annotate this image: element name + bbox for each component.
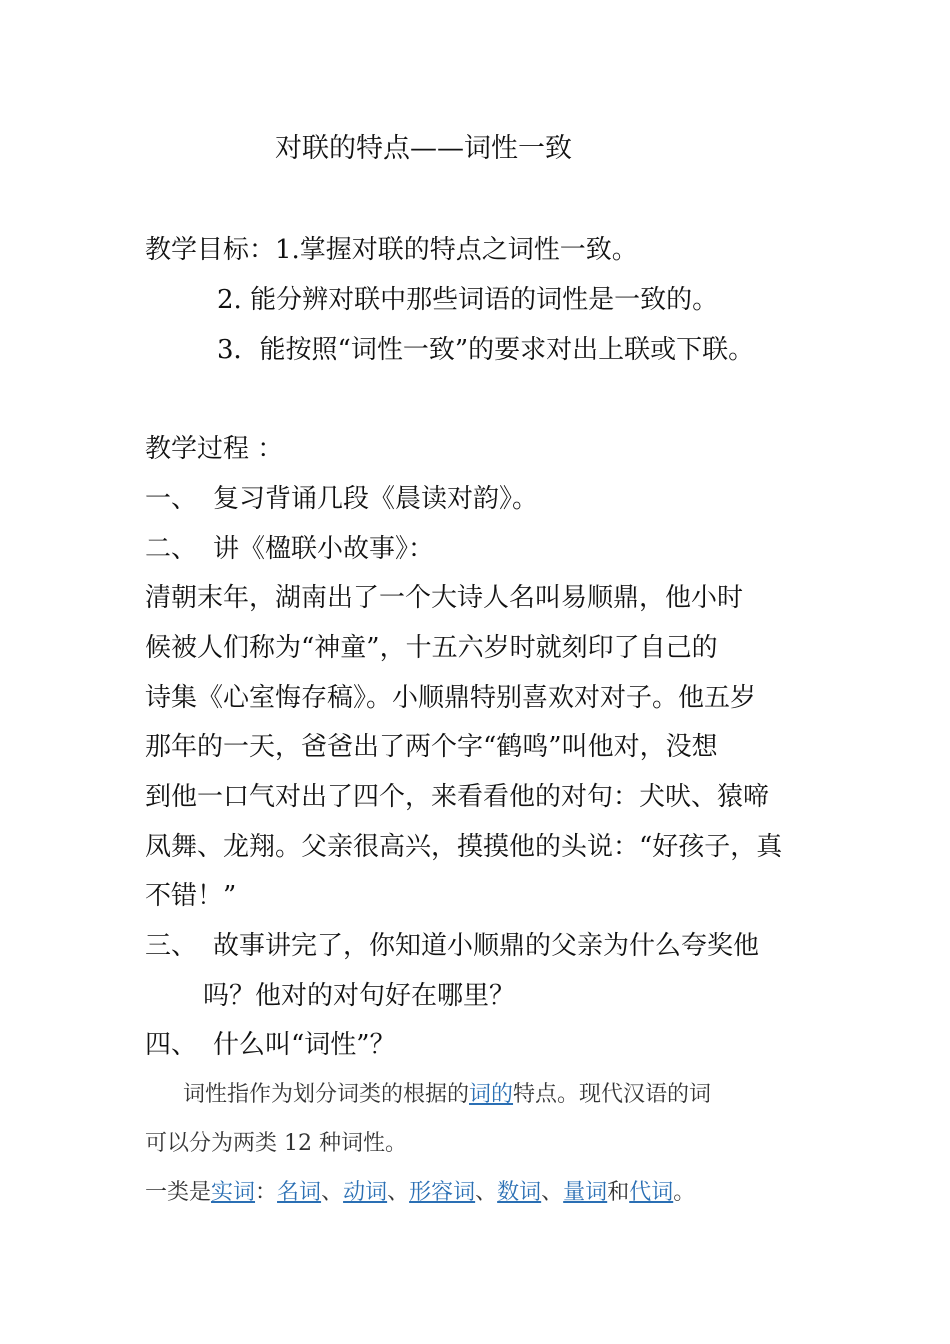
story-line: 不错！”: [145, 881, 237, 911]
separator: 、: [321, 1180, 344, 1205]
conjunction: 和: [607, 1180, 630, 1205]
definition-line-3: [145, 1182, 695, 1204]
step-1-text: 复习背诵几段《晨读对韵》。: [213, 484, 539, 514]
story-line: 候被人们称为“神童”，十五六岁时就刻印了自己的: [145, 633, 718, 663]
separator: 、: [541, 1180, 564, 1205]
story-line: 凤舞、龙翔。父亲很高兴，摸摸他的头说：“好孩子，真: [145, 832, 783, 862]
process-heading: 教学过程 ：: [145, 434, 284, 464]
link-cide[interactable]: 词的: [469, 1082, 514, 1107]
story-line: 清朝末年，湖南出了一个大诗人名叫易顺鼎，他小时: [145, 583, 744, 613]
page-title: 对联的特点——词性一致: [275, 133, 572, 164]
link-daici[interactable]: 代词: [629, 1180, 674, 1205]
goal-3: 3．能按照“词性一致”的要求对出上联或下联。: [217, 335, 755, 365]
definition-text: 特点。现代汉语的词: [513, 1082, 712, 1107]
step-1-number: 一、: [145, 484, 198, 514]
link-dongci[interactable]: 动词: [343, 1180, 388, 1205]
colon: ：: [255, 1180, 278, 1205]
link-shuci[interactable]: 数词: [497, 1180, 542, 1205]
link-mingci[interactable]: 名词: [277, 1180, 322, 1205]
separator: 、: [387, 1180, 410, 1205]
definition-text: 一类是: [145, 1180, 212, 1205]
definition-line-2: 可以分为两类 12 种词性。: [145, 1131, 407, 1156]
step-2-number: 二、: [145, 534, 198, 564]
step-3-number: 三、: [145, 931, 198, 961]
step-3-text-line-2: 吗？他对的对句好在哪里？: [203, 981, 516, 1011]
link-xingrongci[interactable]: 形容词: [409, 1180, 476, 1205]
separator: 、: [475, 1180, 498, 1205]
step-3-text-line-1: 故事讲完了，你知道小顺鼎的父亲为什么夸奖他: [213, 931, 760, 961]
goal-2: 2. 能分辨对联中那些词语的词性是一致的。: [217, 285, 719, 315]
step-2-text: 讲《楹联小故事》：: [213, 534, 435, 564]
goal-1: 教学目标：1.掌握对联的特点之词性一致。: [145, 235, 638, 265]
definition-text: 词性指作为划分词类的根据的: [183, 1082, 470, 1107]
step-4-text: 什么叫“词性”？: [213, 1030, 396, 1060]
step-4-number: 四、: [145, 1030, 198, 1060]
link-liangci[interactable]: 量词: [563, 1180, 608, 1205]
story-line: 那年的一天，爸爸出了两个字“鹤鸣”叫他对，没想: [145, 732, 718, 762]
period: 。: [673, 1180, 696, 1205]
story-line: 到他一口气对出了四个，来看看他的对句：犬吠、猿啼: [145, 782, 770, 812]
definition-line-1: [183, 1084, 711, 1106]
story-line: 诗集《心室悔存稿》。小顺鼎特别喜欢对对子。他五岁: [145, 683, 757, 713]
link-shici[interactable]: 实词: [211, 1180, 256, 1205]
